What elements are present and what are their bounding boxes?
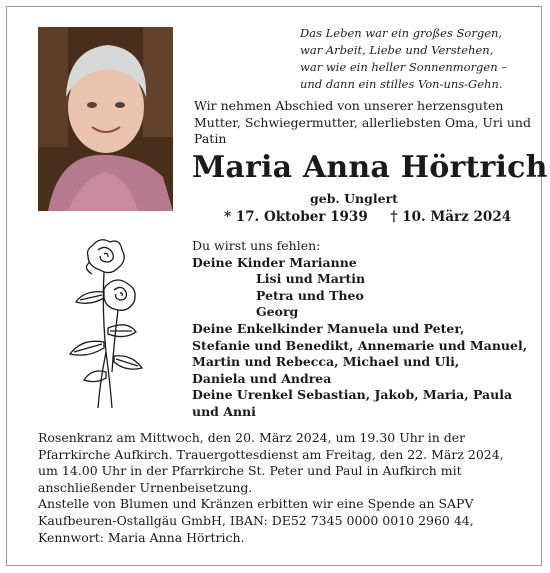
great-grandchildren-line: Deine Urenkel Sebastian, Jakob, Maria, Paula [192, 387, 513, 403]
child-line: Georg [256, 304, 299, 320]
grandchildren-line: Stefanie und Benedikt, Annemarie und Manuel, [192, 337, 528, 353]
poem-line: und dann ein stilles Von-uns-Gehn. [300, 77, 503, 91]
funeral-details: Rosenkranz am Mittwoch, den 20. März 2024, um 19.30 Uhr in der Pfarrkirche Aufkirch. Trauergottesdienst am Freitag, den 22. März 2024, um 14.00 Uhr in der Pfarrkirche St. Peter und Paul in Aufkirch mit anschließender Urnenbeisetzung. [38, 430, 504, 495]
poem-line: Das Leben war ein großes Sorgen, [300, 26, 503, 40]
deceased-name: Maria Anna Hörtrich [192, 150, 548, 185]
rose-icon [62, 232, 154, 412]
child-line: Petra und Theo [256, 287, 364, 303]
poem-line: war Arbeit, Liebe und Verstehen, [300, 43, 494, 57]
children-label: Deine Kinder Marianne [192, 254, 357, 270]
poem [300, 25, 530, 93]
grandchildren-line: Daniela und Andrea [192, 370, 332, 386]
death-date: † 10. März 2024 [390, 209, 512, 225]
farewell-intro: Wir nehmen Abschied von unserer herzensguten Mutter, Schwiegermutter, allerliebsten Oma, Uri und Patin [194, 98, 531, 146]
child-line: Lisi und Martin [256, 271, 366, 287]
great-grandchildren-line: und Anni [192, 403, 256, 419]
service-info [38, 430, 516, 546]
portrait-photo [38, 27, 173, 211]
donation-request: Anstelle von Blumen und Kränzen erbitten wir eine Spende an SAPV Kaufbeuren-Ostallgäu GmbH, IBAN: DE52 7345 0000 0010 2960 44, Kennwort: Maria Anna Hörtrich. [38, 496, 474, 545]
poem-line: war wie ein heller Sonnenmorgen – [300, 60, 508, 74]
maiden-name: geb. Unglert [310, 191, 398, 206]
family-intro: Du wirst uns fehlen: [192, 238, 321, 253]
family-list [192, 238, 537, 421]
grandchildren-line: Martin und Rebecca, Michael und Uli, [192, 354, 460, 370]
grandchildren-line: Deine Enkelkinder Manuela und Peter, [192, 320, 465, 336]
life-dates [224, 209, 529, 225]
birth-date: * 17. Oktober 1939 [224, 209, 368, 225]
